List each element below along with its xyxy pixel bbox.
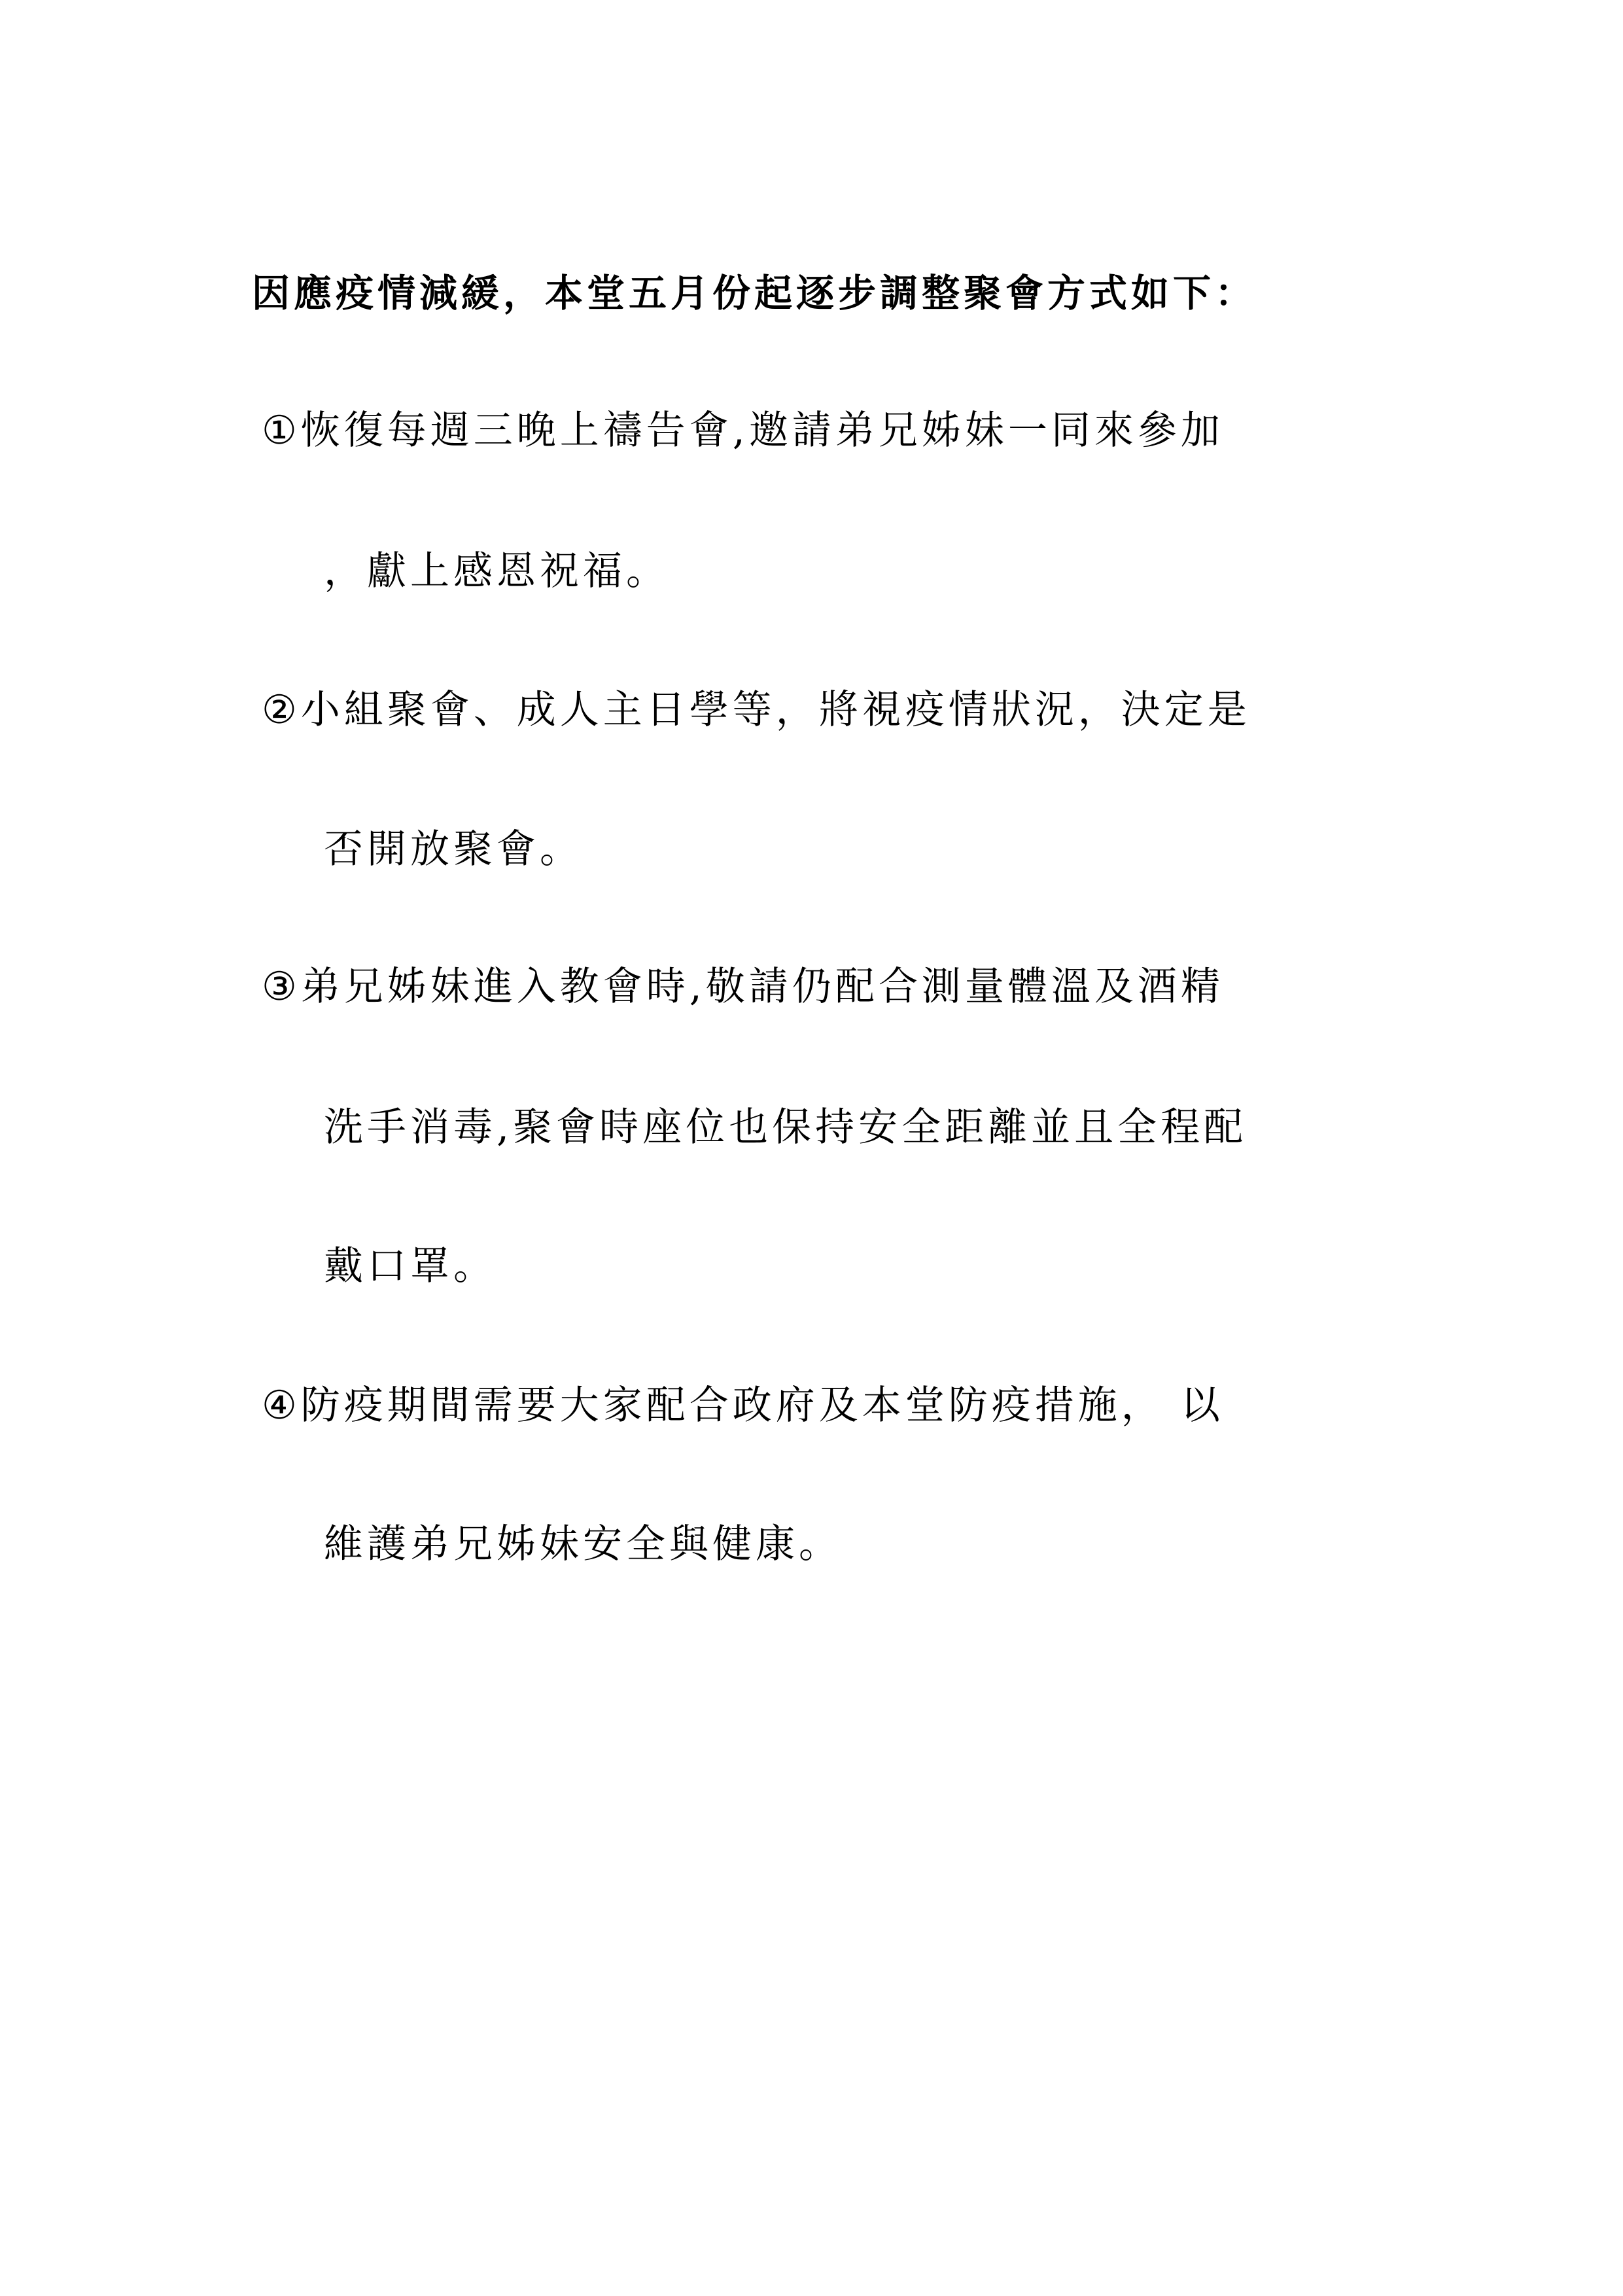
item-1-text-1: 恢復每週三晚上禱告會,邀請弟兄姊妹一同來參加 xyxy=(300,408,1224,453)
item-2-text-1: 小組聚會、成人主日學等，將視疫情狀況，決定是 xyxy=(300,687,1251,733)
item-3-text-1: 弟兄姊妹進入教會時,敬請仍配合測量體溫及酒精 xyxy=(300,964,1224,1010)
item-2-line-1 xyxy=(262,684,1251,736)
item-1-marker: ① xyxy=(262,408,301,453)
item-3-line-3 xyxy=(324,1240,497,1292)
item-1-line-1 xyxy=(262,404,1224,457)
announcement-heading: 因應疫情減緩，本堂五月份起逐步調整聚會方式如下： xyxy=(252,271,1257,315)
item-1-text-2: ，獻上感恩祝福。 xyxy=(324,548,669,594)
item-4-text-1: 防疫期間需要大家配合政府及本堂防疫措施， 以 xyxy=(300,1383,1224,1428)
item-3-text-2: 洗手消毒,聚會時座位也保持安全距離並且全程配 xyxy=(324,1104,1248,1150)
item-1-line-2 xyxy=(324,545,669,597)
item-3-line-2 xyxy=(324,1101,1247,1154)
item-3-marker: ③ xyxy=(262,964,301,1010)
item-2-line-2 xyxy=(324,823,583,875)
item-3-line-1 xyxy=(262,961,1224,1013)
item-2-marker: ② xyxy=(262,687,301,733)
item-4-text-2: 維護弟兄姊妹安全與健康。 xyxy=(324,1521,842,1567)
item-4-line-2 xyxy=(324,1518,842,1570)
item-4-marker: ④ xyxy=(262,1383,301,1428)
item-3-text-3: 戴口罩。 xyxy=(324,1243,497,1289)
item-2-text-2: 否開放聚會。 xyxy=(324,826,583,872)
item-4-line-1 xyxy=(262,1379,1224,1432)
